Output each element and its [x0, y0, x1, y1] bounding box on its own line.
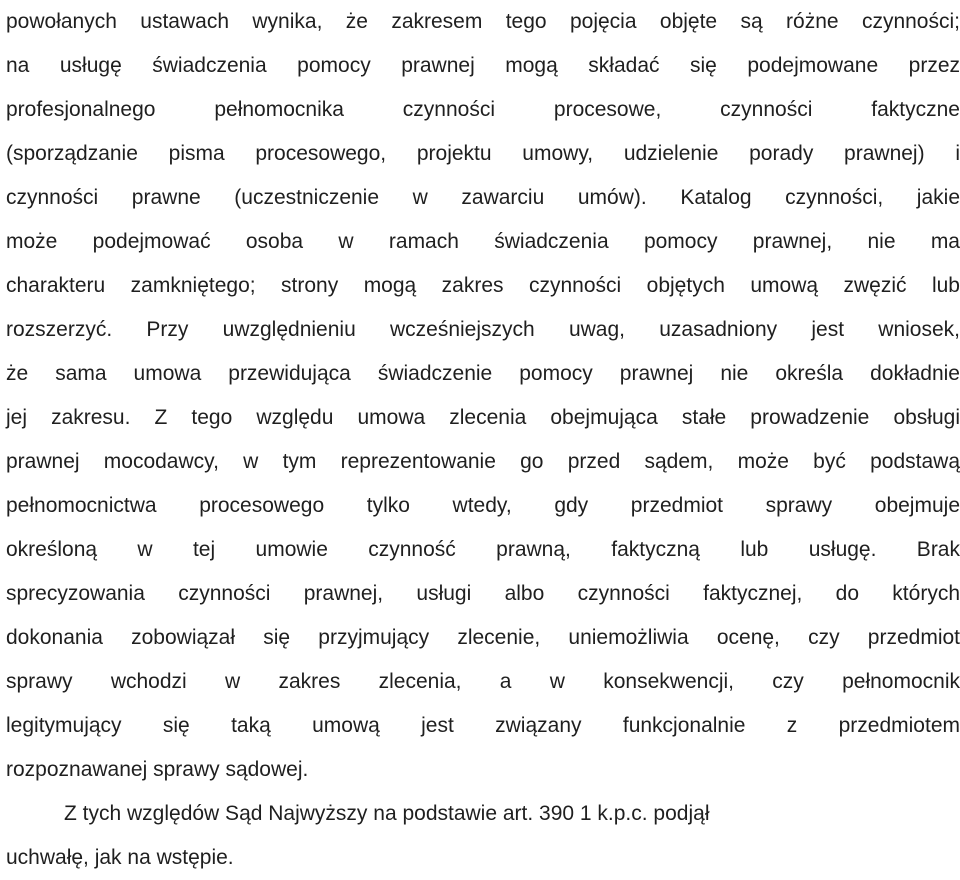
text-line-13: określoną w tej umowie czynność prawną, faktyczną lub usługę. Brak [6, 538, 960, 561]
text-line-16: sprawy wchodzi w zakres zlecenia, a w konsekwencji, czy pełnomocnik [6, 670, 960, 693]
text-line-7: charakteru zamkniętego; strony mogą zakres czynności objętych umową zwęzić lub [6, 274, 960, 297]
text-line-3: profesjonalnego pełnomocnika czynności procesowe, czynności faktyczne [6, 98, 960, 121]
text-line-17: legitymujący się taką umową jest związany funkcjonalnie z przedmiotem [6, 714, 960, 737]
text-line-8: rozszerzyć. Przy uwzględnieniu wcześniejszych uwag, uzasadniony jest wniosek, [6, 318, 960, 341]
text-line-15: dokonania zobowiązał się przyjmujący zlecenie, uniemożliwia ocenę, czy przedmiot [6, 626, 960, 649]
text-line-9: że sama umowa przewidująca świadczenie pomocy prawnej nie określa dokładnie [6, 362, 960, 385]
text-line-20: uchwałę, jak na wstępie. [6, 846, 234, 869]
text-line-12: pełnomocnictwa procesowego tylko wtedy, gdy przedmiot sprawy obejmuje [6, 494, 960, 517]
text-line-1: powołanych ustawach wynika, że zakresem tego pojęcia objęte są różne czynności; [6, 10, 960, 33]
text-line-18: rozpoznawanej sprawy sądowej. [6, 758, 309, 781]
text-line-11: prawnej mocodawcy, w tym reprezentowanie go przed sądem, może być podstawą [6, 450, 960, 473]
text-line-19: Z tych względów Sąd Najwyższy na podstawie art. 390 1 k.p.c. podjął [64, 802, 710, 825]
text-line-5: czynności prawne (uczestniczenie w zawarciu umów). Katalog czynności, jakie [6, 186, 960, 209]
text-line-4: (sporządzanie pisma procesowego, projektu umowy, udzielenie porady prawnej) i [6, 142, 960, 165]
text-line-14: sprecyzowania czynności prawnej, usługi albo czynności faktycznej, do których [6, 582, 960, 605]
document-body [6, 0, 960, 880]
text-line-10: jej zakresu. Z tego względu umowa zlecenia obejmująca stałe prowadzenie obsługi [6, 406, 960, 429]
text-line-2: na usługę świadczenia pomocy prawnej mogą składać się podejmowane przez [6, 54, 960, 77]
text-line-6: może podejmować osoba w ramach świadczenia pomocy prawnej, nie ma [6, 230, 960, 253]
